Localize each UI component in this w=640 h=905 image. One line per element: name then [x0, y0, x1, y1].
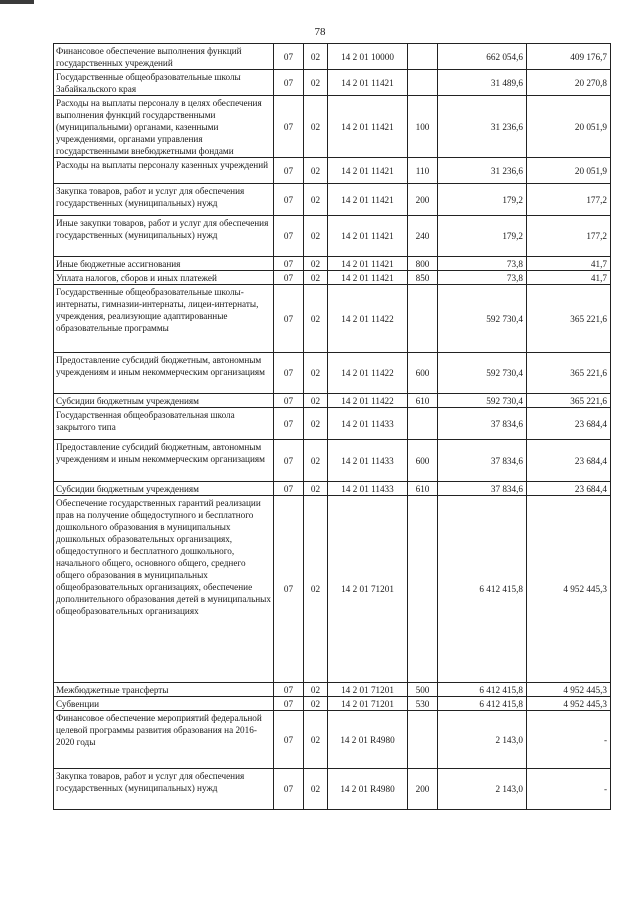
amount-column-2: 409 176,7	[527, 44, 611, 70]
section-code: 07	[274, 353, 304, 394]
row-description: Субвенции	[54, 697, 274, 711]
expense-type-code: 100	[408, 96, 438, 158]
section-code: 07	[274, 769, 304, 810]
subsection-code: 02	[304, 216, 328, 257]
table-row	[54, 697, 611, 711]
scan-corner-mark	[0, 0, 34, 4]
target-item-code: 14 2 01 71201	[328, 496, 408, 683]
amount-column-1: 6 412 415,8	[438, 496, 527, 683]
subsection-code: 02	[304, 697, 328, 711]
target-item-code: 14 2 01 11433	[328, 408, 408, 440]
section-code: 07	[274, 184, 304, 216]
section-code: 07	[274, 408, 304, 440]
subsection-code: 02	[304, 353, 328, 394]
table-row	[54, 285, 611, 353]
expense-type-code	[408, 711, 438, 769]
amount-column-1: 592 730,4	[438, 353, 527, 394]
row-description: Государственные общеобразовательные школы-интернаты, гимназии-интернаты, лицеи-интернаты, учреждения, реализующие адаптированные образовательные программы	[54, 285, 274, 353]
expense-type-code: 110	[408, 158, 438, 184]
amount-column-2: 177,2	[527, 184, 611, 216]
amount-column-2: 41,7	[527, 257, 611, 271]
table-row	[54, 96, 611, 158]
row-description: Предоставление субсидий бюджетным, автономным учреждениям и иным некоммерческим организациям	[54, 353, 274, 394]
subsection-code: 02	[304, 257, 328, 271]
row-description: Иные бюджетные ассигнования	[54, 257, 274, 271]
amount-column-2: 365 221,6	[527, 353, 611, 394]
amount-column-1: 662 054,6	[438, 44, 527, 70]
table-row	[54, 408, 611, 440]
target-item-code: 14 2 01 11421	[328, 216, 408, 257]
amount-column-1: 2 143,0	[438, 711, 527, 769]
amount-column-2: 20 051,9	[527, 96, 611, 158]
expense-type-code: 200	[408, 184, 438, 216]
row-description: Финансовое обеспечение мероприятий федеральной целевой программы развития образования на 2016-2020 годы	[54, 711, 274, 769]
target-item-code: 14 2 01 11422	[328, 394, 408, 408]
amount-column-2: 365 221,6	[527, 285, 611, 353]
expense-type-code: 850	[408, 271, 438, 285]
page-number: 78	[314, 26, 326, 38]
amount-column-1: 31 236,6	[438, 158, 527, 184]
table-row	[54, 353, 611, 394]
row-description: Государственная общеобразовательная школа закрытого типа	[54, 408, 274, 440]
amount-column-2: 41,7	[527, 271, 611, 285]
section-code: 07	[274, 158, 304, 184]
section-code: 07	[274, 96, 304, 158]
table-row	[54, 184, 611, 216]
row-description: Расходы на выплаты персоналу казенных учреждений	[54, 158, 274, 184]
target-item-code: 14 2 01 11421	[328, 184, 408, 216]
table-row	[54, 257, 611, 271]
amount-column-2: 23 684,4	[527, 482, 611, 496]
expense-type-code: 530	[408, 697, 438, 711]
expense-type-code	[408, 408, 438, 440]
row-description: Иные закупки товаров, работ и услуг для обеспечения государственных (муниципальных) нужд	[54, 216, 274, 257]
section-code: 07	[274, 216, 304, 257]
target-item-code: 14 2 01 11421	[328, 96, 408, 158]
section-code: 07	[274, 711, 304, 769]
subsection-code: 02	[304, 44, 328, 70]
expense-type-code: 500	[408, 683, 438, 697]
section-code: 07	[274, 683, 304, 697]
section-code: 07	[274, 257, 304, 271]
subsection-code: 02	[304, 158, 328, 184]
amount-column-2: -	[527, 711, 611, 769]
target-item-code: 14 2 01 71201	[328, 683, 408, 697]
expense-type-code	[408, 285, 438, 353]
budget-table	[53, 43, 611, 810]
amount-column-2: 4 952 445,3	[527, 683, 611, 697]
section-code: 07	[274, 70, 304, 96]
table-row	[54, 496, 611, 683]
section-code: 07	[274, 440, 304, 482]
amount-column-1: 31 489,6	[438, 70, 527, 96]
amount-column-2: 20 051,9	[527, 158, 611, 184]
subsection-code: 02	[304, 711, 328, 769]
row-description: Субсидии бюджетным учреждениям	[54, 394, 274, 408]
table-row	[54, 394, 611, 408]
amount-column-1: 179,2	[438, 184, 527, 216]
expense-type-code: 600	[408, 440, 438, 482]
section-code: 07	[274, 271, 304, 285]
section-code: 07	[274, 482, 304, 496]
table-row	[54, 44, 611, 70]
amount-column-1: 592 730,4	[438, 285, 527, 353]
expense-type-code	[408, 44, 438, 70]
subsection-code: 02	[304, 70, 328, 96]
amount-column-1: 31 236,6	[438, 96, 527, 158]
target-item-code: 14 2 01 11422	[328, 285, 408, 353]
subsection-code: 02	[304, 285, 328, 353]
target-item-code: 14 2 01 11422	[328, 353, 408, 394]
subsection-code: 02	[304, 394, 328, 408]
amount-column-2: 4 952 445,3	[527, 496, 611, 683]
amount-column-2: 23 684,4	[527, 440, 611, 482]
amount-column-2: 177,2	[527, 216, 611, 257]
section-code: 07	[274, 285, 304, 353]
section-code: 07	[274, 697, 304, 711]
amount-column-1: 2 143,0	[438, 769, 527, 810]
target-item-code: 14 2 01 11421	[328, 257, 408, 271]
row-description: Уплата налогов, сборов и иных платежей	[54, 271, 274, 285]
budget-table-body	[54, 44, 611, 810]
subsection-code: 02	[304, 408, 328, 440]
table-row	[54, 271, 611, 285]
row-description: Межбюджетные трансферты	[54, 683, 274, 697]
subsection-code: 02	[304, 769, 328, 810]
table-row	[54, 440, 611, 482]
target-item-code: 14 2 01 R4980	[328, 769, 408, 810]
subsection-code: 02	[304, 184, 328, 216]
target-item-code: 14 2 01 11421	[328, 70, 408, 96]
table-row	[54, 158, 611, 184]
subsection-code: 02	[304, 96, 328, 158]
table-row	[54, 769, 611, 810]
table-row	[54, 482, 611, 496]
table-row	[54, 70, 611, 96]
row-description: Закупка товаров, работ и услуг для обеспечения государственных (муниципальных) нужд	[54, 184, 274, 216]
subsection-code: 02	[304, 482, 328, 496]
target-item-code: 14 2 01 11433	[328, 482, 408, 496]
expense-type-code: 800	[408, 257, 438, 271]
target-item-code: 14 2 01 R4980	[328, 711, 408, 769]
section-code: 07	[274, 44, 304, 70]
table-row	[54, 711, 611, 769]
row-description: Государственные общеобразовательные школы Забайкальского края	[54, 70, 274, 96]
amount-column-1: 37 834,6	[438, 408, 527, 440]
subsection-code: 02	[304, 683, 328, 697]
amount-column-2: 23 684,4	[527, 408, 611, 440]
row-description: Субсидии бюджетным учреждениям	[54, 482, 274, 496]
row-description: Закупка товаров, работ и услуг для обеспечения государственных (муниципальных) нужд	[54, 769, 274, 810]
expense-type-code	[408, 70, 438, 96]
row-description: Расходы на выплаты персоналу в целях обеспечения выполнения функций государственными (муниципальными) органами, казенными учреждениями, органами управления государственными внебюджетными фондами	[54, 96, 274, 158]
target-item-code: 14 2 01 11421	[328, 271, 408, 285]
amount-column-2: 4 952 445,3	[527, 697, 611, 711]
amount-column-1: 592 730,4	[438, 394, 527, 408]
target-item-code: 14 2 01 11421	[328, 158, 408, 184]
expense-type-code: 610	[408, 394, 438, 408]
amount-column-1: 6 412 415,8	[438, 683, 527, 697]
subsection-code: 02	[304, 496, 328, 683]
expense-type-code: 240	[408, 216, 438, 257]
expense-type-code	[408, 496, 438, 683]
amount-column-2: 365 221,6	[527, 394, 611, 408]
amount-column-1: 37 834,6	[438, 440, 527, 482]
row-description: Обеспечение государственных гарантий реализации прав на получение общедоступного и бесплатного дошкольного образования в муниципальных дошкольных образовательных организациях, общедоступного и бесплатного дошкольного, начального общего, основного общего, среднего общего образования в муниципальных общеобразовательных организациях, обеспечение дополнительного образования детей в муниципальных общеобразовательных организациях	[54, 496, 274, 683]
amount-column-2: 20 270,8	[527, 70, 611, 96]
row-description: Финансовое обеспечение выполнения функций государственных учреждений	[54, 44, 274, 70]
target-item-code: 14 2 01 10000	[328, 44, 408, 70]
expense-type-code: 610	[408, 482, 438, 496]
amount-column-2: -	[527, 769, 611, 810]
amount-column-1: 73,8	[438, 271, 527, 285]
table-row	[54, 216, 611, 257]
section-code: 07	[274, 394, 304, 408]
row-description: Предоставление субсидий бюджетным, автономным учреждениям и иным некоммерческим организациям	[54, 440, 274, 482]
amount-column-1: 6 412 415,8	[438, 697, 527, 711]
expense-type-code: 600	[408, 353, 438, 394]
subsection-code: 02	[304, 440, 328, 482]
section-code: 07	[274, 496, 304, 683]
subsection-code: 02	[304, 271, 328, 285]
amount-column-1: 37 834,6	[438, 482, 527, 496]
amount-column-1: 179,2	[438, 216, 527, 257]
target-item-code: 14 2 01 71201	[328, 697, 408, 711]
table-row	[54, 683, 611, 697]
expense-type-code: 200	[408, 769, 438, 810]
target-item-code: 14 2 01 11433	[328, 440, 408, 482]
amount-column-1: 73,8	[438, 257, 527, 271]
